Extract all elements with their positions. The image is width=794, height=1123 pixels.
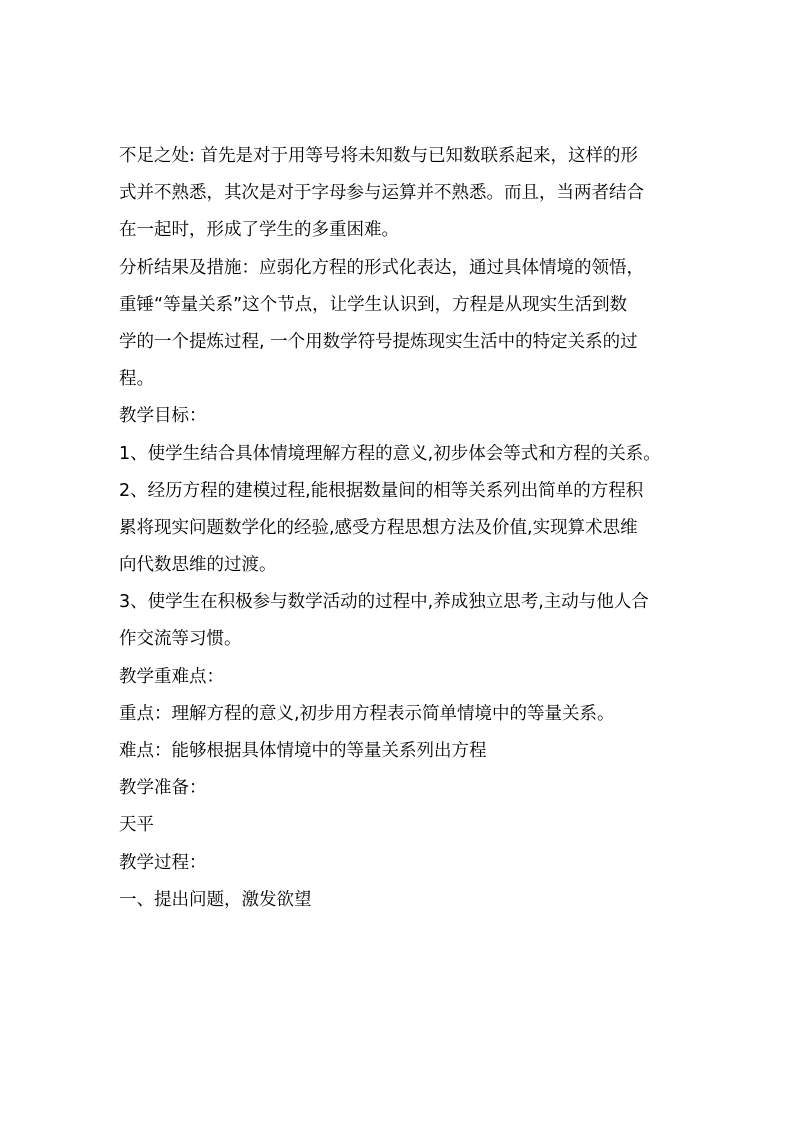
text-line: 分析结果及措施：应弱化方程的形式化表达，通过具体情境的领悟， xyxy=(119,257,644,278)
paragraph-preparation xyxy=(119,807,679,844)
paragraph-goal-1 xyxy=(119,436,679,473)
text-line: 累将现实问题数学化的经验,感受方程思想方法及价值,实现算术思维 xyxy=(119,517,638,538)
heading-key-points xyxy=(119,659,679,696)
paragraph-difficult-point xyxy=(119,733,679,770)
text-line: 重锤“等量关系”这个节点，让学生认识到，方程是从现实生活到数 xyxy=(119,294,628,315)
paragraph-step-1 xyxy=(119,882,679,919)
text-line: 2、经历方程的建模过程,能根据数量间的相等关系列出简单的方程积 xyxy=(119,480,644,501)
text-line: 一、提出问题，激发欲望 xyxy=(119,889,312,910)
heading-teaching-goals xyxy=(119,398,679,435)
heading-teaching-process xyxy=(119,845,679,882)
text-line: 教学目标： xyxy=(119,406,207,427)
paragraph-shortcomings xyxy=(119,138,679,250)
paragraph-analysis xyxy=(119,250,679,399)
text-line: 程。 xyxy=(119,369,154,390)
text-line: 教学过程： xyxy=(119,852,207,873)
text-line: 1、使学生结合具体情境理解方程的意义,初步体会等式和方程的关系。 xyxy=(119,443,661,464)
text-line: 教学重难点： xyxy=(119,666,224,687)
paragraph-goal-2 xyxy=(119,473,679,585)
text-line: 式并不熟悉，其次是对于字母参与运算并不熟悉。而且，当两者结合 xyxy=(119,183,644,204)
text-line: 重点：理解方程的意义,初步用方程表示简单情境中的等量关系。 xyxy=(119,703,615,724)
heading-teaching-preparation xyxy=(119,770,679,807)
text-line: 向代数思维的过渡。 xyxy=(119,555,277,576)
text-line: 不足之处: 首先是对于用等号将未知数与已知数联系起来，这样的形 xyxy=(119,146,638,166)
text-line: 作交流等习惯。 xyxy=(119,629,242,650)
document-page xyxy=(119,138,679,919)
paragraph-key-point xyxy=(119,696,679,733)
text-line: 天平 xyxy=(119,815,154,836)
text-line: 难点：能够根据具体情境中的等量关系列出方程 xyxy=(119,741,487,761)
text-line: 在一起时，形成了学生的多重困难。 xyxy=(119,220,399,241)
text-line: 学的一个提炼过程, 一个用数学符号提炼现实生活中的特定关系的过 xyxy=(119,331,638,352)
text-line: 教学准备： xyxy=(119,778,207,799)
text-line: 3、使学生在积极参与数学活动的过程中,养成独立思考,主动与他人合 xyxy=(119,592,649,613)
paragraph-goal-3 xyxy=(119,584,679,658)
